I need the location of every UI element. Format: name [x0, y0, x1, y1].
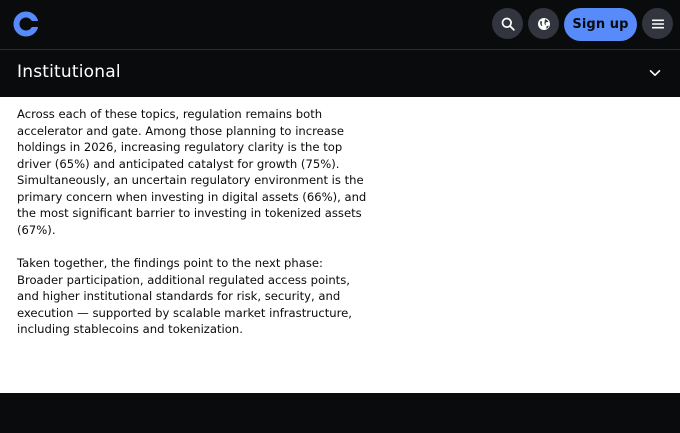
- footer: [0, 393, 680, 433]
- hamburger-menu-icon: [651, 18, 665, 30]
- menu-button[interactable]: [642, 8, 673, 39]
- section-title: Institutional: [17, 62, 121, 82]
- search-button[interactable]: [492, 8, 523, 39]
- sign-up-button[interactable]: Sign up: [564, 8, 637, 41]
- search-icon: [501, 17, 515, 31]
- language-button[interactable]: [528, 8, 559, 39]
- chevron-down-icon: [648, 67, 662, 79]
- globe-icon: [537, 17, 551, 31]
- section-dropdown[interactable]: [0, 50, 680, 97]
- top-navigation-bar: [0, 0, 680, 50]
- paragraph-findings: Taken together, the findings point to the next phase: Broader participation, additional regulated access points, and higher institutional standards for risk, security, and execution — supported by scalable market infrastructure, including stablecoins and tokenization.: [17, 256, 352, 336]
- paragraph-regulation: Across each of these topics, regulation remains both accelerator and gate. Among those planning to increase holdings in 2026, increasing regulatory clarity is the top driver (65%) and anticipated catalyst for growth (75%). Simultaneously, an uncertain regulatory environment is the primary concern when investing in digital assets (66%), and the most significant barrier to investing in tokenized assets (67%).: [17, 107, 367, 237]
- article-body: [17, 106, 367, 355]
- coinbase-logo-icon[interactable]: [13, 11, 39, 37]
